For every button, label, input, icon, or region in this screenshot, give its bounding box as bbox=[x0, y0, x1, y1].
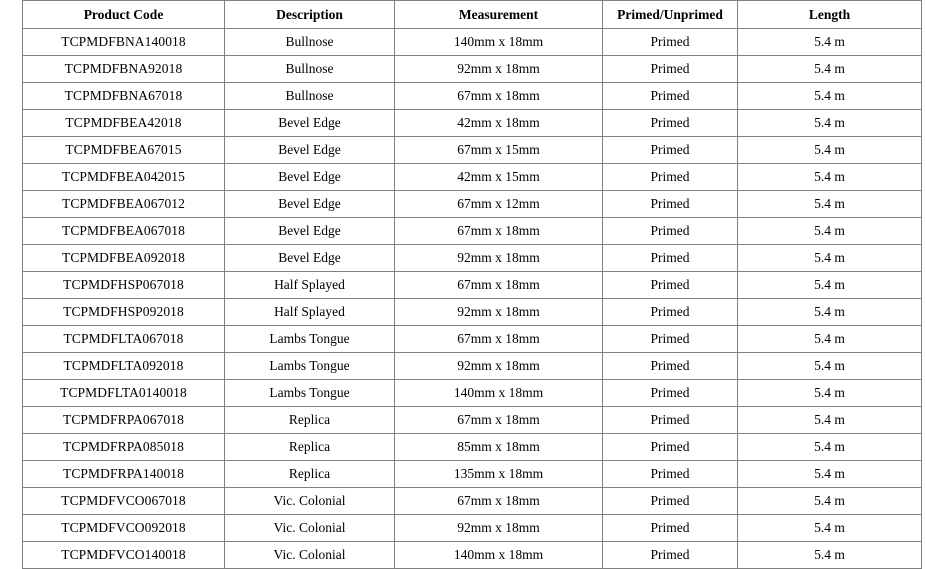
cell-length: 5.4 m bbox=[738, 461, 922, 488]
cell-description: Bevel Edge bbox=[225, 164, 395, 191]
table-row bbox=[23, 407, 922, 434]
cell-length: 5.4 m bbox=[738, 380, 922, 407]
column-header-length: Length bbox=[738, 1, 922, 29]
cell-description: Bullnose bbox=[225, 29, 395, 56]
column-header-description: Description bbox=[225, 1, 395, 29]
cell-measurement: 92mm x 18mm bbox=[395, 515, 603, 542]
table-row bbox=[23, 29, 922, 56]
cell-length: 5.4 m bbox=[738, 272, 922, 299]
cell-description: Lambs Tongue bbox=[225, 353, 395, 380]
table-row bbox=[23, 515, 922, 542]
cell-code: TCPMDFBEA067018 bbox=[23, 218, 225, 245]
cell-description: Replica bbox=[225, 461, 395, 488]
cell-description: Bullnose bbox=[225, 83, 395, 110]
cell-description: Half Splayed bbox=[225, 299, 395, 326]
cell-primed: Primed bbox=[603, 56, 738, 83]
cell-measurement: 67mm x 15mm bbox=[395, 137, 603, 164]
table-row bbox=[23, 542, 922, 569]
cell-length: 5.4 m bbox=[738, 164, 922, 191]
cell-description: Bevel Edge bbox=[225, 245, 395, 272]
cell-description: Replica bbox=[225, 434, 395, 461]
cell-primed: Primed bbox=[603, 542, 738, 569]
cell-primed: Primed bbox=[603, 299, 738, 326]
cell-length: 5.4 m bbox=[738, 407, 922, 434]
cell-description: Vic. Colonial bbox=[225, 515, 395, 542]
cell-code: TCPMDFBEA092018 bbox=[23, 245, 225, 272]
cell-description: Bevel Edge bbox=[225, 218, 395, 245]
cell-length: 5.4 m bbox=[738, 83, 922, 110]
cell-length: 5.4 m bbox=[738, 353, 922, 380]
cell-length: 5.4 m bbox=[738, 110, 922, 137]
cell-description: Bevel Edge bbox=[225, 191, 395, 218]
cell-primed: Primed bbox=[603, 515, 738, 542]
cell-code: TCPMDFBNA92018 bbox=[23, 56, 225, 83]
cell-primed: Primed bbox=[603, 488, 738, 515]
table-row bbox=[23, 218, 922, 245]
table-row bbox=[23, 272, 922, 299]
cell-measurement: 140mm x 18mm bbox=[395, 29, 603, 56]
cell-code: TCPMDFLTA067018 bbox=[23, 326, 225, 353]
table-header bbox=[23, 1, 922, 29]
cell-primed: Primed bbox=[603, 245, 738, 272]
cell-code: TCPMDFVCO092018 bbox=[23, 515, 225, 542]
table-row bbox=[23, 380, 922, 407]
table-row bbox=[23, 83, 922, 110]
cell-length: 5.4 m bbox=[738, 542, 922, 569]
cell-description: Lambs Tongue bbox=[225, 326, 395, 353]
table-row bbox=[23, 164, 922, 191]
cell-primed: Primed bbox=[603, 164, 738, 191]
cell-length: 5.4 m bbox=[738, 488, 922, 515]
cell-description: Lambs Tongue bbox=[225, 380, 395, 407]
cell-length: 5.4 m bbox=[738, 299, 922, 326]
cell-code: TCPMDFBEA067012 bbox=[23, 191, 225, 218]
table-row bbox=[23, 110, 922, 137]
table-row bbox=[23, 137, 922, 164]
cell-code: TCPMDFVCO140018 bbox=[23, 542, 225, 569]
cell-measurement: 85mm x 18mm bbox=[395, 434, 603, 461]
table-body bbox=[23, 29, 922, 569]
cell-length: 5.4 m bbox=[738, 137, 922, 164]
cell-measurement: 140mm x 18mm bbox=[395, 542, 603, 569]
cell-code: TCPMDFBNA67018 bbox=[23, 83, 225, 110]
cell-description: Replica bbox=[225, 407, 395, 434]
column-header-measurement: Measurement bbox=[395, 1, 603, 29]
cell-measurement: 42mm x 15mm bbox=[395, 164, 603, 191]
cell-code: TCPMDFHSP092018 bbox=[23, 299, 225, 326]
cell-measurement: 67mm x 18mm bbox=[395, 488, 603, 515]
product-table-container bbox=[22, 0, 921, 569]
cell-primed: Primed bbox=[603, 380, 738, 407]
cell-primed: Primed bbox=[603, 461, 738, 488]
cell-primed: Primed bbox=[603, 83, 738, 110]
cell-measurement: 135mm x 18mm bbox=[395, 461, 603, 488]
cell-code: TCPMDFRPA140018 bbox=[23, 461, 225, 488]
cell-length: 5.4 m bbox=[738, 56, 922, 83]
table-row bbox=[23, 191, 922, 218]
cell-measurement: 67mm x 12mm bbox=[395, 191, 603, 218]
column-header-primed-unprimed: Primed/Unprimed bbox=[603, 1, 738, 29]
cell-measurement: 92mm x 18mm bbox=[395, 56, 603, 83]
cell-primed: Primed bbox=[603, 29, 738, 56]
cell-code: TCPMDFLTA092018 bbox=[23, 353, 225, 380]
cell-primed: Primed bbox=[603, 272, 738, 299]
cell-length: 5.4 m bbox=[738, 515, 922, 542]
cell-description: Vic. Colonial bbox=[225, 542, 395, 569]
cell-measurement: 92mm x 18mm bbox=[395, 245, 603, 272]
table-row bbox=[23, 245, 922, 272]
cell-description: Bevel Edge bbox=[225, 110, 395, 137]
cell-description: Vic. Colonial bbox=[225, 488, 395, 515]
cell-primed: Primed bbox=[603, 191, 738, 218]
cell-measurement: 92mm x 18mm bbox=[395, 299, 603, 326]
cell-length: 5.4 m bbox=[738, 191, 922, 218]
cell-measurement: 140mm x 18mm bbox=[395, 380, 603, 407]
cell-length: 5.4 m bbox=[738, 434, 922, 461]
cell-primed: Primed bbox=[603, 407, 738, 434]
table-row bbox=[23, 488, 922, 515]
cell-code: TCPMDFBEA67015 bbox=[23, 137, 225, 164]
cell-measurement: 67mm x 18mm bbox=[395, 218, 603, 245]
cell-code: TCPMDFBEA042015 bbox=[23, 164, 225, 191]
cell-length: 5.4 m bbox=[738, 245, 922, 272]
table-row bbox=[23, 326, 922, 353]
cell-primed: Primed bbox=[603, 218, 738, 245]
cell-code: TCPMDFVCO067018 bbox=[23, 488, 225, 515]
cell-code: TCPMDFRPA085018 bbox=[23, 434, 225, 461]
cell-primed: Primed bbox=[603, 353, 738, 380]
cell-primed: Primed bbox=[603, 110, 738, 137]
column-header-product-code: Product Code bbox=[23, 1, 225, 29]
cell-code: TCPMDFRPA067018 bbox=[23, 407, 225, 434]
cell-measurement: 92mm x 18mm bbox=[395, 353, 603, 380]
cell-measurement: 42mm x 18mm bbox=[395, 110, 603, 137]
cell-primed: Primed bbox=[603, 137, 738, 164]
table-header-row bbox=[23, 1, 922, 29]
cell-code: TCPMDFLTA0140018 bbox=[23, 380, 225, 407]
cell-description: Bevel Edge bbox=[225, 137, 395, 164]
cell-primed: Primed bbox=[603, 326, 738, 353]
table-row bbox=[23, 461, 922, 488]
table-row bbox=[23, 434, 922, 461]
cell-primed: Primed bbox=[603, 434, 738, 461]
cell-length: 5.4 m bbox=[738, 326, 922, 353]
product-specification-table bbox=[22, 0, 922, 569]
cell-description: Half Splayed bbox=[225, 272, 395, 299]
table-row bbox=[23, 56, 922, 83]
cell-measurement: 67mm x 18mm bbox=[395, 407, 603, 434]
table-row bbox=[23, 299, 922, 326]
table-row bbox=[23, 353, 922, 380]
cell-length: 5.4 m bbox=[738, 218, 922, 245]
cell-code: TCPMDFBNA140018 bbox=[23, 29, 225, 56]
cell-code: TCPMDFBEA42018 bbox=[23, 110, 225, 137]
cell-length: 5.4 m bbox=[738, 29, 922, 56]
cell-measurement: 67mm x 18mm bbox=[395, 83, 603, 110]
cell-measurement: 67mm x 18mm bbox=[395, 326, 603, 353]
cell-measurement: 67mm x 18mm bbox=[395, 272, 603, 299]
cell-code: TCPMDFHSP067018 bbox=[23, 272, 225, 299]
cell-description: Bullnose bbox=[225, 56, 395, 83]
